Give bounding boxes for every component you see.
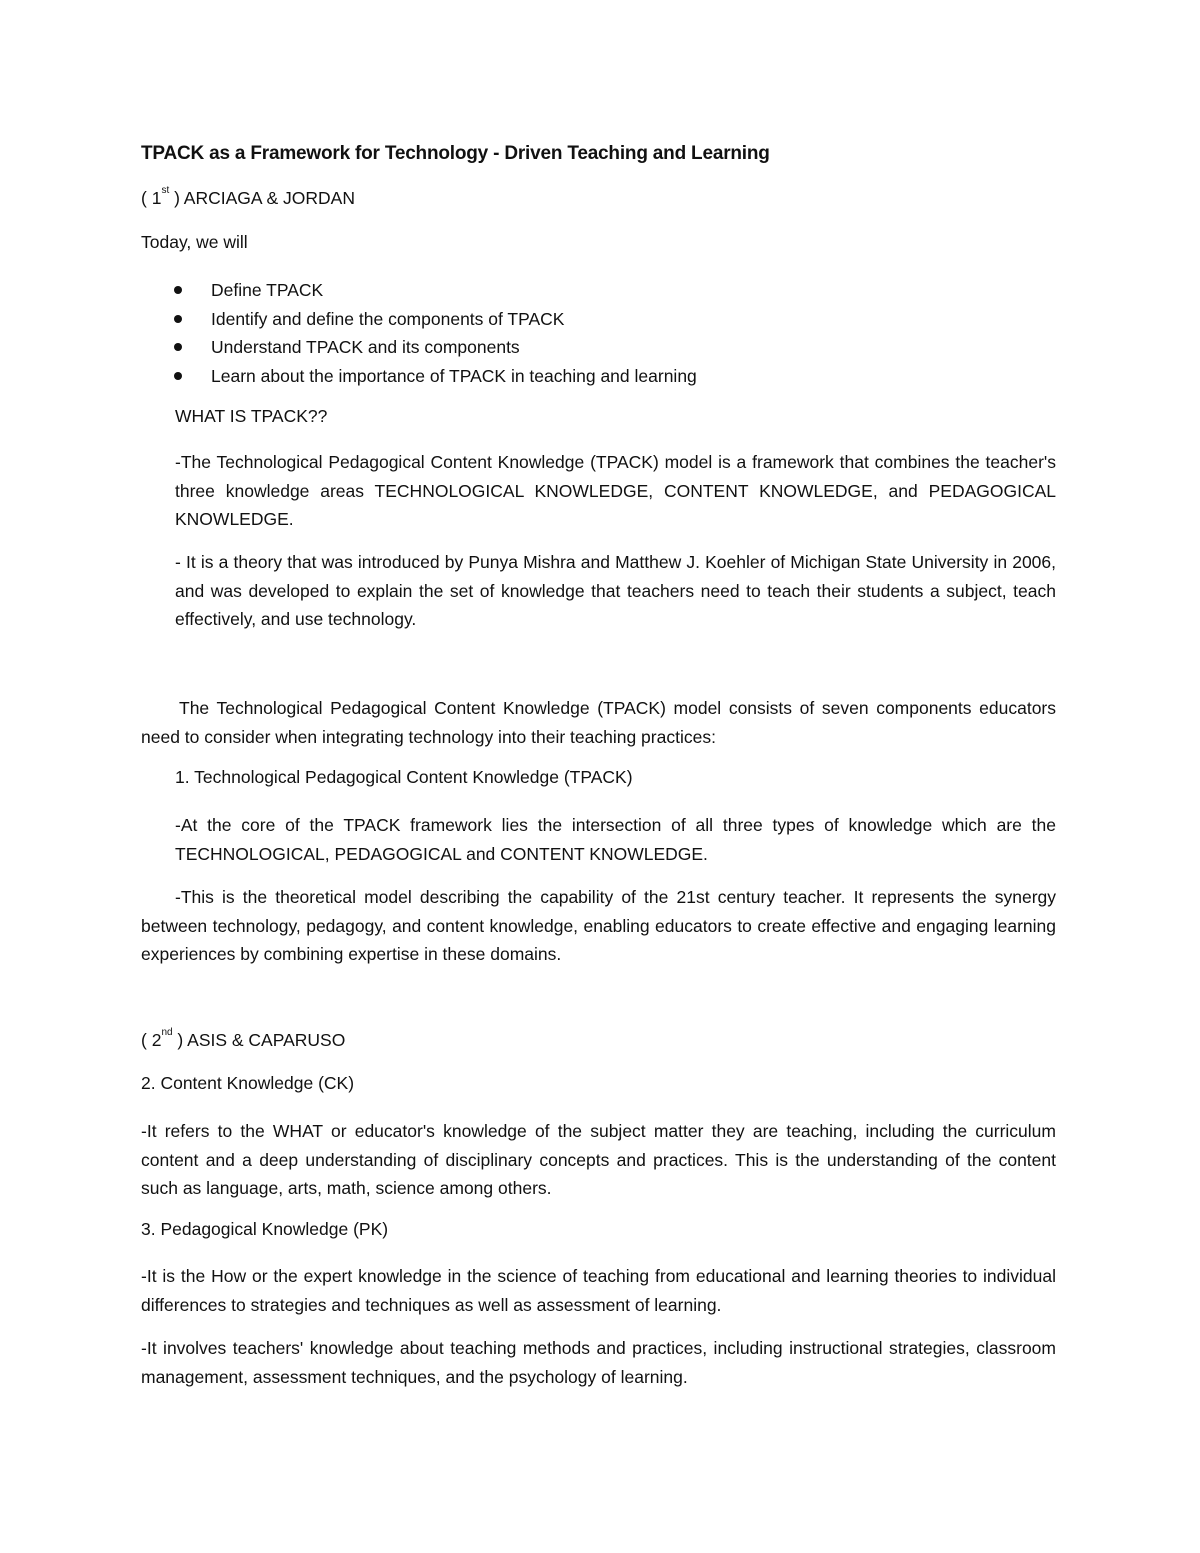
- objectives-list: [174, 276, 697, 390]
- bullet-icon: [174, 315, 182, 323]
- group-2-ordinal: nd: [161, 1027, 173, 1038]
- bullet-icon: [174, 286, 182, 294]
- objective-text: Identify and define the components of TPACK: [211, 308, 565, 329]
- group-1-open: ( 1: [141, 188, 162, 208]
- objective-item: [174, 333, 697, 362]
- group-2-names: ) ASIS & CAPARUSO: [172, 1030, 346, 1050]
- component-3-paragraph-2: -It involves teachers' knowledge about teaching methods and practices, including instructional strategies, classroom management, assessment techniques, and the psychology of learning.: [141, 1338, 1056, 1387]
- objective-text: Understand TPACK and its components: [211, 337, 520, 357]
- group-1-ordinal: st: [161, 185, 170, 196]
- group-1-names: ) ARCIAGA & JORDAN: [169, 188, 355, 208]
- group-1-presenters: [141, 185, 355, 209]
- bullet-icon: [174, 372, 182, 380]
- objective-item: [174, 276, 697, 305]
- objective-text: Define TPACK: [211, 280, 324, 300]
- component-1-paragraph-2: -This is the theoretical model describing the capability of the 21st century teacher. It represents the synergy between technology, pedagogy, and content knowledge, enabling educators to create effective and engaging learning experiences by combining expertise in these domains.: [141, 887, 1056, 964]
- component-2-paragraph: -It refers to the WHAT or educator's knowledge of the subject matter they are teaching, including the curriculum content and a deep understanding of disciplinary concepts and practices. This is the understanding of the content such as language, arts, math, science among others.: [141, 1121, 1056, 1198]
- group-2-open: ( 2: [141, 1030, 162, 1050]
- component-3-paragraph-1: -It is the How or the expert knowledge in the science of teaching from educational and learning theories to individual differences to strategies and techniques as well as assessment of learning.: [141, 1266, 1056, 1315]
- tpack-origin-paragraph: - It is a theory that was introduced by Punya Mishra and Matthew J. Koehler of Michigan State University in 2006, and was developed to explain the set of knowledge that teachers need to teach their students a subject, teach effectively, and use technology.: [175, 552, 1056, 629]
- objective-item: [174, 362, 697, 391]
- component-1-heading: 1. Technological Pedagogical Content Knowledge (TPACK): [175, 767, 633, 787]
- bullet-icon: [174, 343, 182, 351]
- component-3-heading: 3. Pedagogical Knowledge (PK): [141, 1219, 389, 1239]
- group-2-presenters: [141, 1027, 346, 1051]
- tpack-definition-paragraph: -The Technological Pedagogical Content Knowledge (TPACK) model is a framework that combines the teacher's three knowledge areas TECHNOLOGICAL KNOWLEDGE, CONTENT KNOWLEDGE, and PEDAGOGICAL KNOWLEDGE.: [175, 452, 1056, 529]
- document-title: TPACK as a Framework for Technology - Driven Teaching and Learning: [141, 143, 770, 164]
- components-intro-paragraph: The Technological Pedagogical Content Knowledge (TPACK) model consists of seven components educators need to consider when integrating technology into their teaching practices:: [141, 698, 1056, 747]
- component-2-heading: 2. Content Knowledge (CK): [141, 1073, 355, 1093]
- objective-text: Learn about the importance of TPACK in teaching and learning: [211, 365, 697, 386]
- component-1-paragraph-1: -At the core of the TPACK framework lies the intersection of all three types of knowledge which are the TECHNOLOGICAL, PEDAGOGICAL and CONTENT KNOWLEDGE.: [175, 815, 1056, 864]
- what-is-tpack-heading: WHAT IS TPACK??: [175, 406, 328, 426]
- objective-item: [174, 305, 697, 334]
- today-intro: Today, we will: [141, 232, 248, 252]
